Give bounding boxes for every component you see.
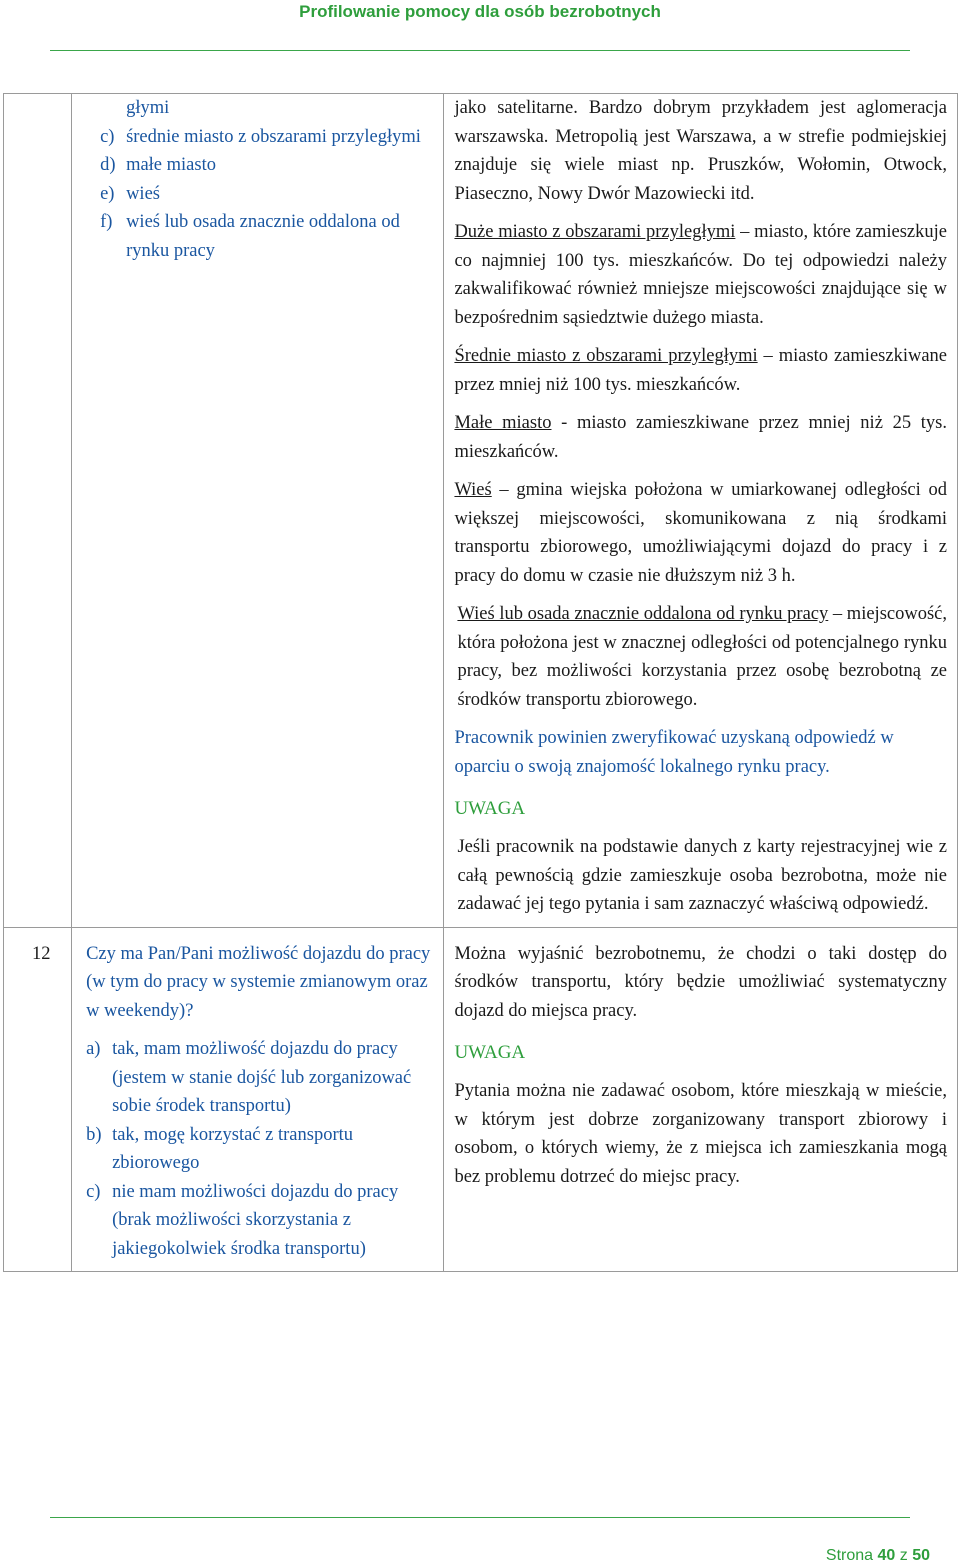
definition-village: Wieś – gmina wiejska położona w umiarkowanej odległości od większej miejscowości, skomunikowana z nią środkami transportu zbiorowego, umożliwiającymi dojazd do pracy i z pracy do domu w czasie nie dłuższym niż 3 h. xyxy=(454,480,947,586)
questionnaire-table xyxy=(3,93,958,1272)
running-header: Profilowanie pomocy dla osób bezrobotnych xyxy=(299,2,661,21)
guidance-cell xyxy=(444,94,958,928)
warning-text: Pytania można nie zadawać osobom, które mieszkają w mieście, w którym jest dobrze zorganizowany transport zbiorowy i osobom, o których wiemy, że z miejsca ich zamieszkania mogą bez problemu dotrzeć do miejsc pracy. xyxy=(454,1081,947,1187)
table-row xyxy=(4,94,958,928)
list-item: c) średnie miasto z obszarami przyległymi xyxy=(100,126,421,147)
definition-remote-village: Wieś lub osada znacznie oddalona od rynku pracy – miejscowość, która położona jest w znacznej odległości od potencjalnego rynku pracy, bez możliwości korzystania przez osobę bezrobotną ze środków transportu zbiorowego. xyxy=(457,604,947,710)
explanation-text: Można wyjaśnić bezrobotnemu, że chodzi o taki dostęp do środków transportu, który będzie umożliwiać systematyczny dojazd do miejsca pracy. xyxy=(454,943,947,1021)
list-item: głymi xyxy=(126,98,170,118)
warning-text: Jeśli pracownik na podstawie danych z karty rejestracyjnej wie z całą pewnością gdzie zamieszkuje osoba bezrobotna, może nie zadawać jej tego pytania i sam zaznaczyć właściwą odpowiedź. xyxy=(457,837,947,914)
answer-options-list xyxy=(86,1035,433,1263)
question-number: 12 xyxy=(32,943,51,964)
verify-note: Pracownik powinien zweryfikować uzyskaną odpowiedź w oparciu o swoją znajomość lokalnego rynku pracy. xyxy=(454,728,894,777)
answer-options-cell xyxy=(72,94,444,928)
header-rule xyxy=(50,50,910,51)
footer-rule xyxy=(50,1517,910,1518)
list-item: d) małe miasto xyxy=(100,155,216,175)
guidance-cell xyxy=(444,927,958,1272)
definition-small-city: Małe miasto - miasto zamieszkiwane przez mniej niż 25 tys. mieszkańców. xyxy=(454,413,948,462)
number-cell xyxy=(4,94,72,928)
warning-heading: UWAGA xyxy=(454,1042,526,1063)
table-row xyxy=(4,927,958,1272)
answer-options-list xyxy=(100,94,431,265)
list-item: e) wieś xyxy=(100,183,160,204)
number-cell xyxy=(4,927,72,1272)
warning-heading: UWAGA xyxy=(454,798,526,819)
intro-paragraph: jako satelitarne. Bardzo dobrym przykładem jest aglomeracja warszawska. Metropolią jest Warszawa, a w strefie podmiejskiej znajduje się wiele miast np. Pruszków, Wołomin, Otwock, Piaseczno, Nowy Dwór Mazowiecki itd. xyxy=(454,98,947,204)
definition-large-city: Duże miasto z obszarami przyległymi – miasto, które zamieszkuje co najmniej 100 tys. mieszkańców. Do tej odpowiedzi należy zakwalifikować również mniejsze miejscowości znajdujące się w bezpośrednim sąsiedztwie dużego miasta. xyxy=(454,222,947,328)
page-number: Strona 40 z 50 xyxy=(825,1547,930,1564)
definition-medium-city: Średnie miasto z obszarami przyległymi – miasto zamieszkiwane przez mniej niż 100 tys. mieszkańców. xyxy=(454,346,947,395)
question-cell xyxy=(72,927,444,1272)
list-item: a) tak, mam możliwość dojazdu do pracy (jestem w stanie dojść lub zorganizować sobie środek transportu) xyxy=(86,1039,412,1116)
list-item: c) nie mam możliwości dojazdu do pracy (brak możliwości skorzystania z jakiegokolwiek środka transportu) xyxy=(86,1181,399,1259)
question-text: Czy ma Pan/Pani możliwość dojazdu do pracy (w tym do pracy w systemie zmianowym oraz w weekendy)? xyxy=(86,943,431,1021)
list-item: b) tak, mogę korzystać z transportu zbiorowego xyxy=(86,1124,353,1173)
list-item: f) wieś lub osada znacznie oddalona od rynku pracy xyxy=(100,212,400,261)
